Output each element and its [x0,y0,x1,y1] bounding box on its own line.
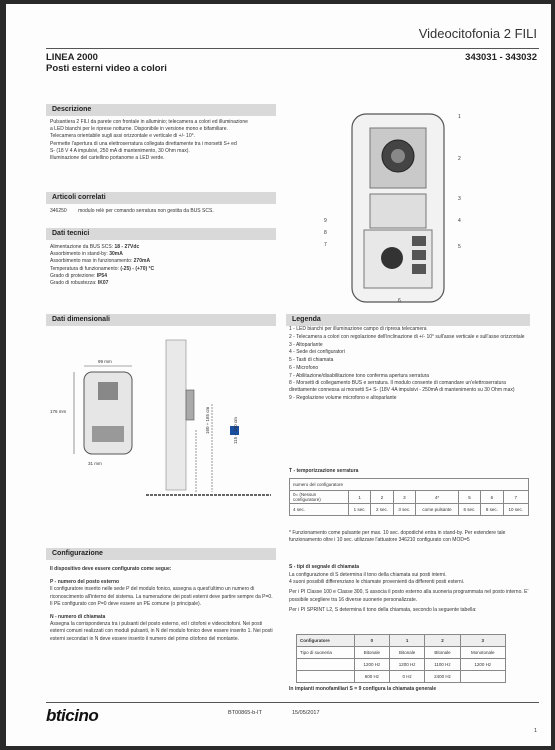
doc-code: BT00865-b-IT [228,710,262,716]
table-cell [297,659,355,671]
config-p-text: Il configuratore inserito nelle sede P del modulo fonico, assegna a quest'ultimo un numero di riconoscimento all'interno del sistema. La numerazione dei posti esterni deve partire sempre da P=0. Il PE configurato con P=0 deve essere un PE comune (o principale). [50,586,273,607]
articolo-code: 346250 [50,208,67,214]
legend-item: 7 - Abilitazione/disabilitazione tono conferma apertura serratura [289,372,430,379]
section-heading-configurazione: Configurazione [46,548,276,560]
legend-item: 5 - Tasti di chiamata [289,357,334,364]
table-cell: 3 [393,491,415,504]
legend-item: 3 - Altoparlante [289,341,323,348]
dim-width: 99 mm [98,359,112,364]
legend-item: 4 - Sede dei configuratori [289,349,345,356]
table-cell: 6 sec. [458,504,480,516]
legend-item: 2 - Telecamera a colori con regolazione dell'inclinazione di +/- 10° sull'asse verticale e sull'asse orizzontale [289,333,525,340]
spec-label: Grado di robustezza: [50,280,98,287]
descrizione-line: a LED bianchi per le riprese notturne. Disponibile in versione mono e bifamiliare. [50,126,228,133]
spec-value: 270mA [133,258,151,265]
product-drawing [342,110,472,310]
table-cell: 3 [460,635,505,647]
dati-tecnici-list [50,244,276,287]
callout-1: 1 [458,114,461,120]
callout-5: 5 [458,244,461,250]
page-number: 1 [533,728,537,734]
tipi-line: 4 suoni possibili differenziano le chiamate provenienti da differenti posti esterni. [289,579,465,586]
table-cell: come pulsante [416,504,459,516]
suoneria-table [296,634,506,683]
tipi-line: Per i PI SPRINT L2, S determina il tono della chiamata, secondo la seguente tabella: [289,606,477,613]
legend-list [289,326,527,403]
table-cell: 1200 Hz [354,659,389,671]
section-heading-descrizione: Descrizione [46,104,276,116]
config-n-title: N - numero di chiamata [50,614,106,621]
table-cell: Bitonale [425,647,460,659]
spec-row [50,258,276,265]
spec-label: Grado di protezione: [50,272,97,279]
section-heading-dati-dimensionali: Dati dimensionali [46,314,276,326]
spec-label: Alimentazione da BUS SCS: [50,244,115,250]
spec-value: 30mA [109,251,123,258]
table-cell: 5 [458,491,480,504]
table-cell [460,671,505,683]
table-cell: 2400 Hz [425,671,460,683]
spec-row [50,266,276,273]
dimension-drawing [46,330,276,505]
call-button-2 [412,250,426,260]
table-cell: 4 sec. [290,504,349,516]
tipi-line: La configurazione di S determina il tono della chiamata sui posti interni. [289,572,447,578]
table-cell: 8 sec. [481,504,503,516]
callout-6: 6 [398,298,401,304]
camera-lens-inner [391,149,405,163]
table-cell: 1 [349,491,371,504]
microphone-icon [381,247,403,269]
speaker-grille [370,194,426,228]
call-button-3 [412,264,426,274]
descrizione-line: S- (18 V 4 A impulsivi, 250 mA di mantenimento, 30 Ohm max). [50,147,190,154]
tipi-text [289,572,529,614]
temporizzazione-table [289,478,529,516]
dim-h1: 160 ÷ 165 cm [205,406,210,434]
table-cell: 1100 Hz [425,659,460,671]
spec-label: Assorbimento in stand-by: [50,251,110,258]
table-cell [297,671,355,683]
doc-date: 15/05/2017 [292,710,320,716]
articoli-row [50,208,276,215]
descrizione-line: Pulsantiera 2 FILI da parete con frontale in alluminio; telecamera a colori ed illuminazione [50,119,248,125]
temporizzazione-note: * Funzionamento come pulsante per max. 10 sec. dopodiché entra in stand-by. Per estendere tale funzionamento oltre i 10 sec. utilizzare l'attuatore 346210 configurato con MOD=5 [289,530,506,544]
legend-item: 6 - Microfono [289,364,319,371]
config-p-title: P - numero del posto esterno [50,579,120,586]
table-cell: 1200 Hz [460,659,505,671]
callout-9: 9 [324,218,327,224]
spec-row [50,244,276,251]
spec-value: IP54 [96,272,107,279]
dim-h2: 115 ÷ 140 cm [233,417,238,444]
table-cell: 7 [503,491,528,504]
table-cell: numero del configuratore [290,479,529,491]
tipi-note: In impianti monofamiliari S = 9 configura la chiamata generale [289,686,437,692]
descrizione-text [50,119,276,162]
dim-depth: 31 mm [88,461,102,466]
descrizione-line: Illuminazione del cartellino portanome a LED verde. [50,155,165,162]
table-cell: 0= (Nessun configuratore) [290,491,349,504]
brand-logo: bticino [46,706,99,725]
header-divider [46,48,539,49]
callout-2: 2 [458,156,461,162]
spec-row [50,273,276,280]
table-cell: 600 Hz [354,671,389,683]
table-cell: 0 [354,635,389,647]
table-cell: 1 [390,635,425,647]
datasheet-page [6,4,551,746]
product-title [46,52,167,74]
callout-7: 7 [324,242,327,248]
table-cell: Configuratore [297,635,355,647]
product-line: LINEA 2000 [46,52,98,63]
descrizione-line: Permette l'apertura di una elettroserratura collegata direttamente tra i morsetti S+ ed [50,140,237,147]
table-cell: 2 [371,491,393,504]
table-cell: 3 sec. [393,504,415,516]
table-cell: 2 [425,635,460,647]
table-cell: 1200 Hz [390,659,425,671]
product-subtitle: Posti esterni video a colori [46,63,167,74]
spec-value: IK07 [97,280,109,287]
table-cell: Bitonale [354,647,389,659]
product-codes: 343031 - 343032 [465,52,537,63]
page-header-title: Videocitofonia 2 FILI [418,26,537,41]
spec-value: (-25) - (+70) °C [120,265,155,272]
temporizzazione-heading: T - temporizzazione serratura [289,468,359,474]
spec-label: Assorbimento max in funzionamento: [50,258,134,265]
section-heading-articoli: Articoli correlati [46,192,276,204]
callout-3: 3 [458,196,461,202]
table-cell: 1 sec. [349,504,371,516]
table-cell: Monotonale [460,647,505,659]
legend-item: 1 - LED bianchi per illuminazione campo di ripresa telecamera [289,326,427,332]
table-cell: 0 Hz [390,671,425,683]
section-heading-legenda: Legenda [286,314,530,326]
config-intro: Il dispositivo deve essere configurato come segue: [50,566,172,572]
dim-height: 176 mm [50,409,67,414]
spec-label: Temperatura di funzionamento: [50,265,121,272]
tipi-line: Per i PI Classe 100 e Classe 300, S associa il posto esterno alla suoneria programmata nel posto interno. E' possibile scegliere tra 16 diverse suonerie personalizzate. [289,589,529,603]
tipi-heading: S - tipi di segnale di chiamata [289,564,360,570]
spec-row [50,280,276,287]
table-cell: Tipo di suoneria [297,647,355,659]
section-heading-dati-tecnici: Dati tecnici [46,228,276,240]
footer-divider [46,702,539,703]
table-cell: 2 sec. [371,504,393,516]
articolo-desc: modulo relè per comando serratura non gestita da BUS SCS. [78,208,214,214]
table-cell: 6 [481,491,503,504]
spec-row [50,251,276,258]
callout-4: 4 [458,218,461,224]
table-cell: 4* [416,491,459,504]
config-n-text: Assegna la corrispondenza tra i pulsanti del posto esterno, ed i citofoni e videocitofoni. Nei posti esterni comuni realizzati con moduli pulsanti, in N del modulo fonico deve essere inserito 1. Nei posti esterni secondari in N deve essere inserito il numero del primo citofono del montante. [50,621,273,642]
legend-item: 8 - Morsetti di collegamento BUS e serratura. Il modulo consente di comandare un'elettroserratura direttamente connessa ai morsetti S+ S- (18V 4A impulsivi - 250mA di mantenimento su 30 Ohm max) [289,380,515,394]
callout-8: 8 [324,230,327,236]
table-cell: Bitonale [390,647,425,659]
configurazione-text [50,566,276,643]
legend-item: 9 - Regolazione volume microfono e altoparlante [289,394,397,401]
descrizione-line: Telecamera orientabile sugli assi orizzontale e verticale di +/- 10°. [50,133,195,140]
spec-value: 18 - 27Vdc [114,244,140,250]
call-button-1 [412,236,426,246]
table-cell: 10 sec. [503,504,528,516]
